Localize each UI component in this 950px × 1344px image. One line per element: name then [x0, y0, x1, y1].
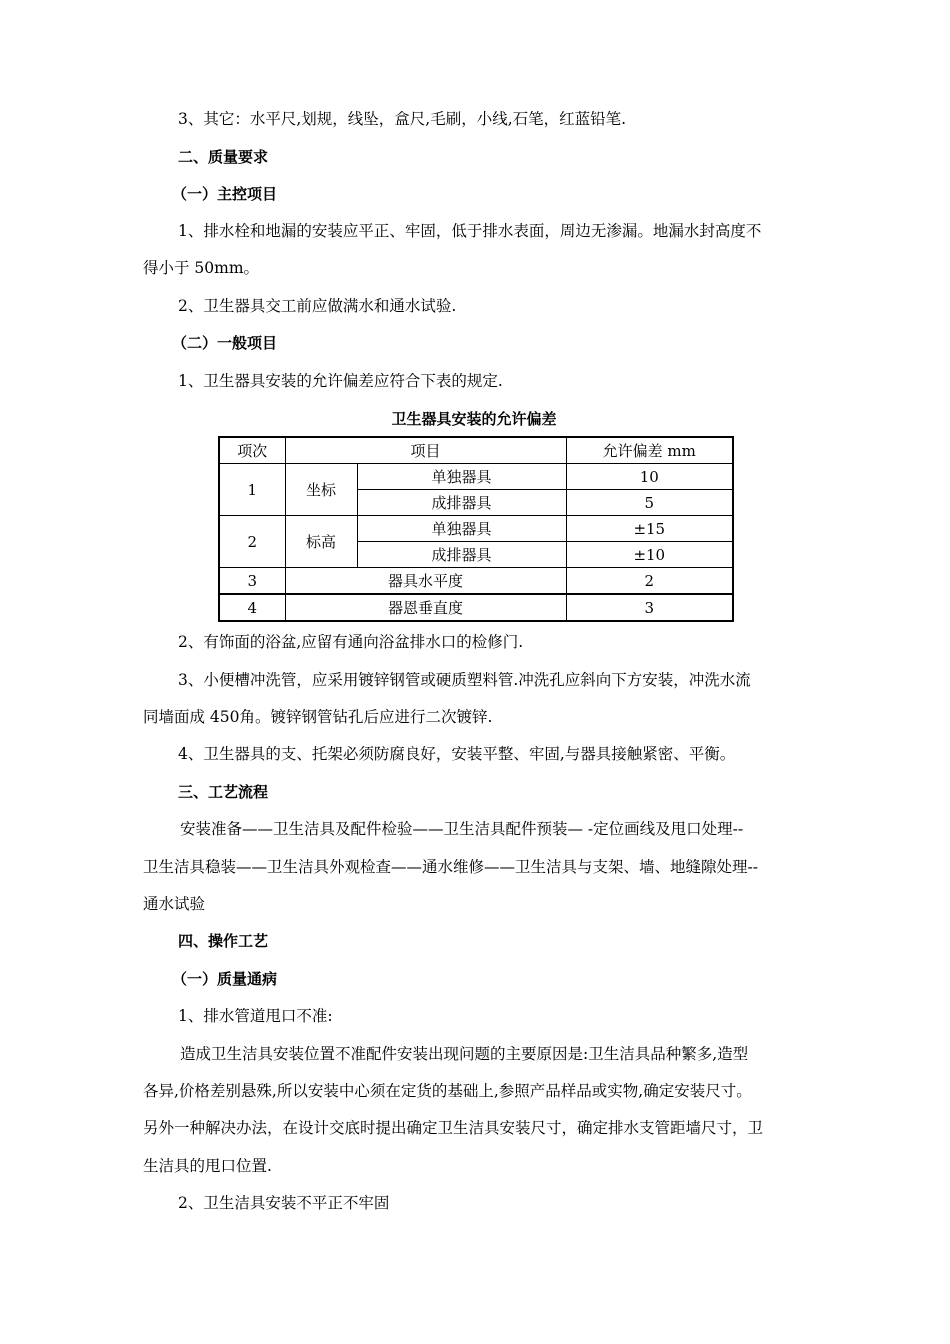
process-line-2: 卫生洁具稳装——卫生洁具外观检查——通水维修——卫生洁具与支架、墙、地缝隙处理--	[143, 858, 758, 876]
section-heading-process: 三、工艺流程	[178, 783, 269, 801]
process-line-1: 安装准备——卫生洁具及配件检验——卫生洁具配件预装— -定位画线及甩口处理--	[180, 820, 744, 838]
cell-value: 10	[566, 464, 733, 490]
table-title: 卫生器具安装的允许偏差	[391, 410, 557, 428]
cell-no: 4	[219, 594, 285, 621]
table-row	[219, 594, 733, 621]
cell-value: 5	[566, 490, 733, 516]
cell-value: 3	[566, 594, 733, 621]
defect-1-line-4: 生洁具的甩口位置.	[143, 1157, 272, 1175]
cell-group: 标高	[285, 516, 357, 568]
main-item-2: 2、卫生器具交工前应做满水和通水试验.	[178, 297, 457, 315]
cell-item: 单独器具	[357, 516, 566, 542]
defect-1-line-2: 各异,价格差别悬殊,所以安装中心须在定货的基础上,参照产品样品或实物,确定安装尺寸。	[143, 1082, 752, 1100]
cell-no: 2	[219, 516, 285, 568]
defect-1-line-3: 另外一种解决办法，在设计交底时提出确定卫生洁具安装尺寸，确定排水支管距墙尺寸，卫	[143, 1119, 764, 1137]
tools-paragraph: 3、其它：水平尺,划规，线坠，盒尺,毛刷，小线,石笔，红蓝铅笔.	[178, 110, 627, 128]
cell-item: 器恩垂直度	[285, 594, 566, 621]
general-item-3-line-1: 3、小便槽冲洗管，应采用镀锌钢管或硬质塑料管.冲洗孔应斜向下方安装，冲洗水流	[178, 671, 751, 689]
general-item-1: 1、卫生器具安装的允许偏差应符合下表的规定.	[178, 372, 503, 390]
cell-item: 器具水平度	[285, 568, 566, 595]
process-line-3: 通水试验	[143, 895, 206, 913]
cell-item: 成排器具	[357, 490, 566, 516]
main-item-1-line-2: 得小于 50mm。	[143, 259, 260, 277]
cell-group: 坐标	[285, 464, 357, 516]
table-row	[219, 464, 733, 490]
header-cell-item: 项目	[285, 437, 566, 464]
general-item-3-line-2: 同墙面成 450角。镀锌钢管钻孔后应进行二次镀锌.	[143, 708, 493, 726]
defect-item-2: 2、卫生洁具安装不平正不牢固	[178, 1194, 390, 1212]
defect-1-line-1: 造成卫生洁具安装位置不准配件安装出现问题的主要原因是:卫生洁具品种繁多,造型	[180, 1045, 749, 1063]
general-item-2: 2、有饰面的浴盆,应留有通向浴盆排水口的检修门.	[178, 633, 524, 651]
general-item-4: 4、卫生器具的支、托架必须防腐良好，安装平整、牢固,与器具接触紧密、平衡。	[178, 745, 736, 763]
cell-item: 单独器具	[357, 464, 566, 490]
table-header-row	[219, 437, 733, 464]
cell-no: 3	[219, 568, 285, 595]
table-row	[219, 568, 733, 595]
table-row	[219, 516, 733, 542]
tolerance-table	[218, 436, 734, 622]
section-heading-quality: 二、质量要求	[178, 148, 269, 166]
cell-no: 1	[219, 464, 285, 516]
cell-value: ±10	[566, 542, 733, 568]
defect-item-1: 1、排水管道甩口不准:	[178, 1007, 333, 1025]
cell-value: 2	[566, 568, 733, 595]
header-cell-no: 项次	[219, 437, 285, 464]
cell-item: 成排器具	[357, 542, 566, 568]
subsection-heading-general: （二）一般项目	[172, 334, 278, 352]
subsection-heading-main: （一）主控项目	[172, 185, 278, 203]
subsection-heading-defects: （一）质量通病	[172, 970, 278, 988]
main-item-1-line-1: 1、排水栓和地漏的安装应平正、牢固，低于排水表面，周边无渗漏。地漏水封高度不	[178, 222, 762, 240]
cell-value: ±15	[566, 516, 733, 542]
section-heading-operation: 四、操作工艺	[178, 932, 269, 950]
header-cell-tolerance: 允许偏差 mm	[566, 437, 733, 464]
